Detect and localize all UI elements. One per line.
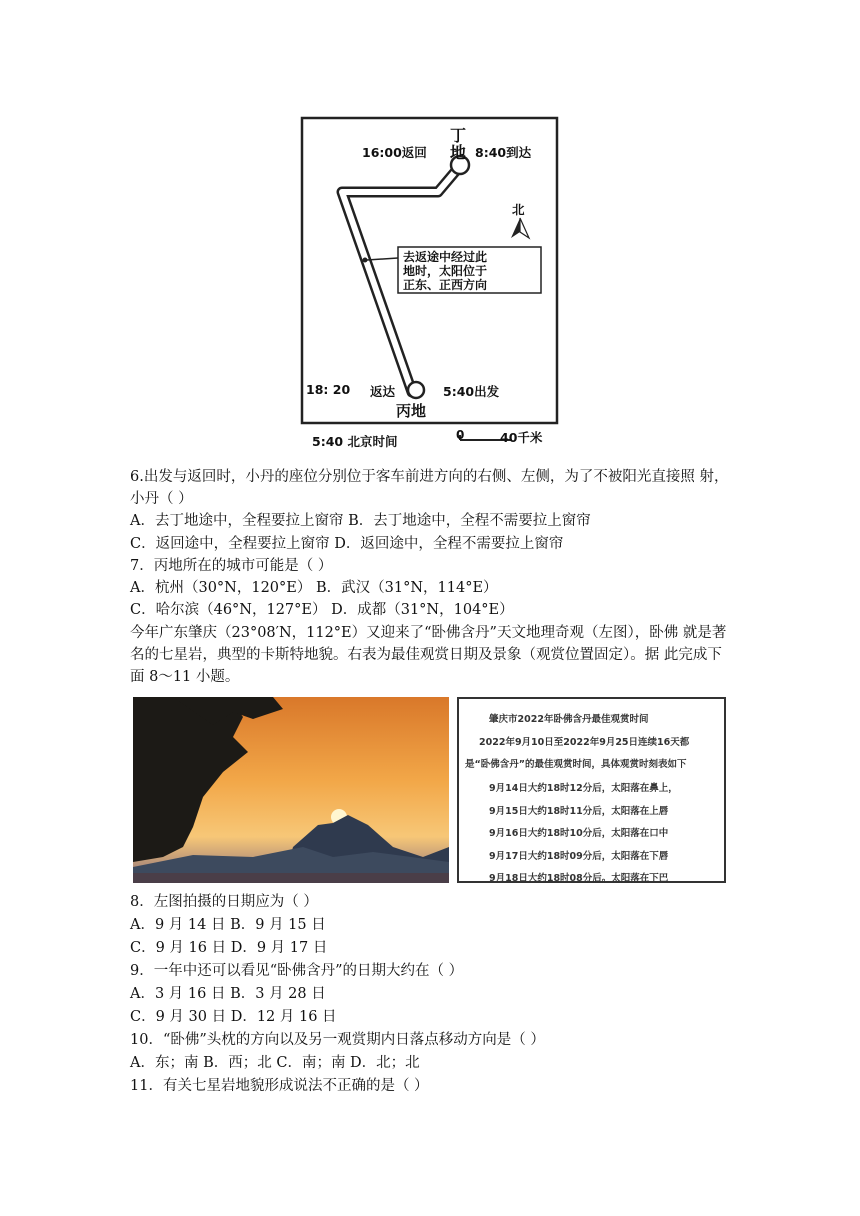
q9-stem: 9．一年中还可以看见“卧佛含丹”的日期大约在（ ） <box>130 963 464 979</box>
map-callout-1: 去返途中经过此 <box>403 250 488 264</box>
table-intro-line-2: 是“卧佛含丹”的最佳观赏时间，具体观赏时刻表如下 <box>465 759 687 770</box>
table-intro-line-1: 2022年9月10日至2022年9月25日连续16天都 <box>479 737 690 748</box>
map-ding-top: 丁 <box>450 126 467 145</box>
q8-options-ab: A．9 月 14 日 B．9 月 15 日 <box>130 917 326 933</box>
q7-stem: 7．丙地所在的城市可能是（ ） <box>130 558 333 574</box>
table-title: 肇庆市2022年卧佛含丹最佳观赏时间 <box>489 714 649 725</box>
q8-options-cd: C．9 月 16 日 D．9 月 17 日 <box>130 940 328 956</box>
sunset-photo <box>133 697 449 883</box>
table-row: 9月16日大约18时10分后，太阳落在口中 <box>489 828 669 839</box>
q9-options-cd: C．9 月 30 日 D．12 月 16 日 <box>130 1009 337 1025</box>
map-ding-bottom: 地 <box>450 143 467 162</box>
map-bottom-time: 5:40 北京时间 <box>312 434 398 449</box>
table-row: 9月17日大约18时09分后，太阳落在下唇 <box>489 851 669 862</box>
q9-options-ab: A．3 月 16 日 B．3 月 28 日 <box>130 986 326 1002</box>
map-ding-arrive: 8:40到达 <box>475 145 532 160</box>
map-bing-depart: 5:40出发 <box>443 384 500 399</box>
map-bing-return-time: 18: 20 <box>306 382 351 397</box>
map-scale-km: 40千米 <box>500 430 543 445</box>
table-row: 9月15日大约18时11分后，太阳落在上唇 <box>489 806 669 817</box>
viewing-time-table <box>457 697 726 883</box>
table-row: 9月14日大约18时12分后，太阳落在鼻上， <box>489 783 678 794</box>
q7-options-ab: A．杭州（30°N，120°E） B．武汉（31°N，114°E） <box>130 580 498 596</box>
q6-options-cd: C．返回途中，全程要拉上窗帘 D．返回途中，全程不需要拉上窗帘 <box>130 536 564 552</box>
map-bing-name: 丙地 <box>396 402 427 420</box>
q6-stem: 6.出发与返回时，小丹的座位分别位于客车前进方向的右侧、左侧，为了不被阳光直接照 射， <box>130 469 729 485</box>
q10-stem: 10．“卧佛”头枕的方向以及另一观赏期内日落点移动方向是（ ） <box>130 1032 545 1048</box>
map-north-label: 北 <box>512 202 525 217</box>
map-callout-2: 地时，太阳位于 <box>403 264 488 278</box>
map-ding-return: 16:00返回 <box>362 145 427 160</box>
q6-stem-cont: 小丹（ ） <box>130 491 193 507</box>
q11-stem: 11．有关七星岩地貌形成说法不正确的是（ ） <box>130 1078 429 1094</box>
intro-paragraph: 今年广东肇庆（23°08′N，112°E）又迎来了“卧佛含丹”天文地理奇观（左图），卧佛 就是著名的七星岩，典型的卡斯特地貌。右表为最佳观赏日期及景象（观赏位置固定）。据 此完成下面 8～11 小题。 <box>130 625 727 685</box>
q10-options: A．东；南 B．西；北 C．南；南 D．北；北 <box>130 1055 420 1071</box>
table-row: 9月18日大约18时08分后。太阳落在下巴 <box>489 873 669 884</box>
q6-options-ab: A．去丁地途中，全程要拉上窗帘 B．去丁地途中，全程不需要拉上窗帘 <box>130 513 591 529</box>
q7-options-cd: C．哈尔滨（46°N，127°E） D．成都（31°N，104°E） <box>130 602 514 618</box>
map-bing-return-word: 返达 <box>370 384 396 399</box>
q8-stem: 8．左图拍摄的日期应为（ ） <box>130 894 318 910</box>
map-callout-3: 正东、正西方向 <box>403 278 488 292</box>
map-scale-zero: 0 <box>456 428 465 442</box>
